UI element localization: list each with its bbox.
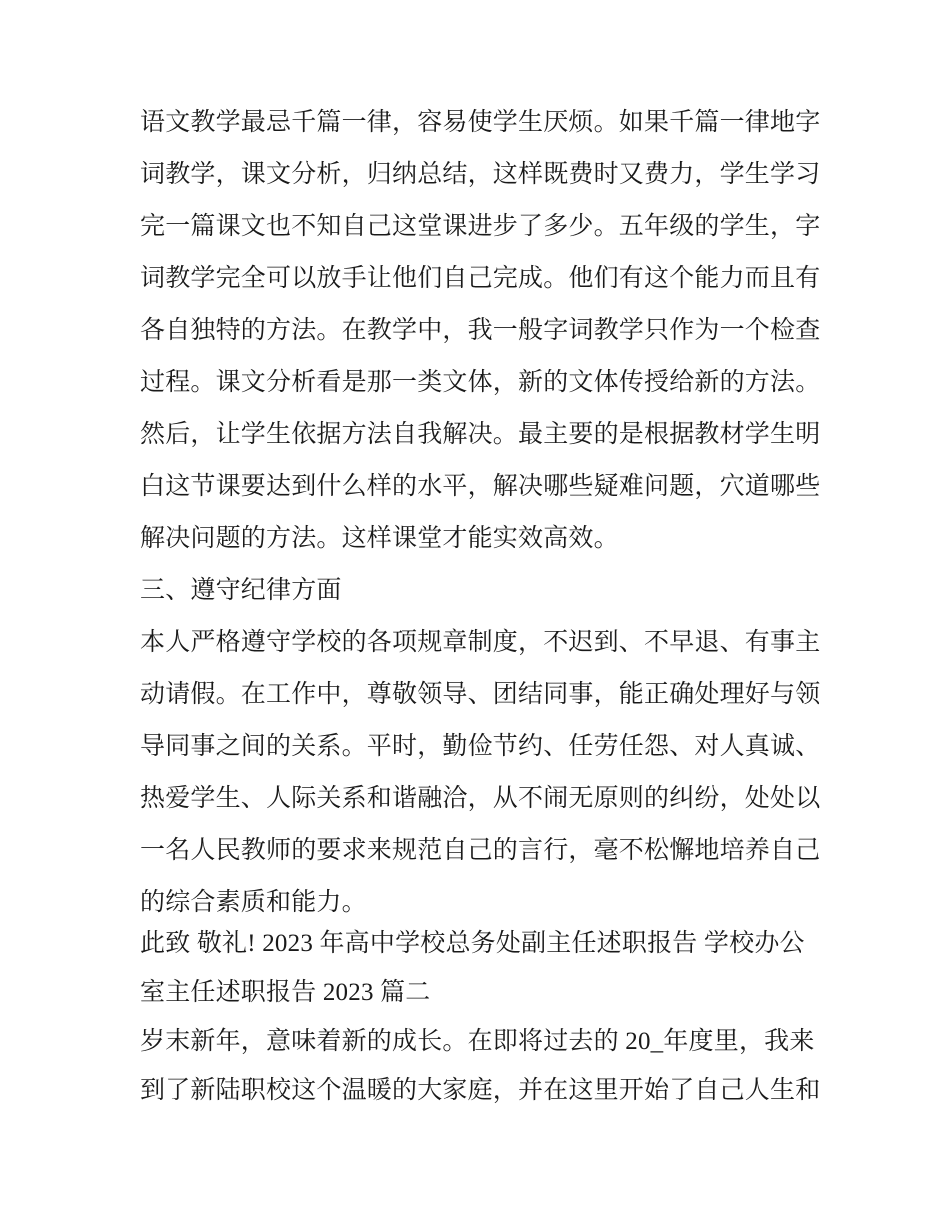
text-line: 词教学，课文分析，归纳总结，这样既费时又费力，学生学习	[140, 161, 821, 188]
text-line: 室主任述职报告 2023 篇二	[140, 979, 431, 1006]
text-line: 过程。课文分析看是那一类文体，新的文体传授给新的方法。	[140, 369, 821, 396]
text-line: 解决问题的方法。这样课堂才能实效高效。	[140, 525, 619, 552]
para-heading-discipline	[140, 565, 860, 617]
text-line: 到了新陆职校这个温暖的大家庭，并在这里开始了自己人生和	[140, 1077, 821, 1104]
text-line: 一名人民教师的要求来规范自己的言行，毫不松懈地培养自己	[140, 837, 821, 864]
text-line: 岁末新年，意味着新的成长。在即将过去的 20_年度里，我来	[140, 1028, 815, 1055]
text-line: 热爱学生、人际关系和谐融洽，从不闹无原则的纠纷，处处以	[140, 785, 821, 812]
text-line: 语文教学最忌千篇一律，容易使学生厌烦。如果千篇一律地字	[140, 109, 821, 136]
text-line: 各自独特的方法。在教学中，我一般字词教学只作为一个检查	[140, 317, 821, 344]
text-line: 完一篇课文也不知自己这堂课进步了多少。五年级的学生，字	[140, 213, 821, 240]
text-line: 导同事之间的关系。平时，勤俭节约、任劳任怨、对人真诚、	[140, 733, 821, 760]
para-closing-salute	[140, 919, 860, 1017]
document-text-block	[140, 97, 860, 1115]
text-line: 动请假。在工作中，尊敬领导、团结同事，能正确处理好与领	[140, 681, 821, 708]
text-line: 本人严格遵守学校的各项规章制度，不迟到、不早退、有事主	[140, 629, 821, 656]
text-line: 词教学完全可以放手让他们自己完成。他们有这个能力而且有	[140, 265, 821, 292]
text-line: 三、遵守纪律方面	[140, 577, 342, 604]
para-teaching-method	[140, 97, 860, 565]
para-discipline	[140, 617, 860, 929]
text-line: 的综合素质和能力。	[140, 889, 367, 916]
text-line: 然后，让学生依据方法自我解决。最主要的是根据教材学生明	[140, 421, 821, 448]
text-line: 白这节课要达到什么样的水平，解决哪些疑难问题，穴道哪些	[140, 473, 821, 500]
para-new-year	[140, 1017, 860, 1115]
text-line: 此致 敬礼! 2023 年高中学校总务处副主任述职报告 学校办公	[140, 930, 805, 957]
